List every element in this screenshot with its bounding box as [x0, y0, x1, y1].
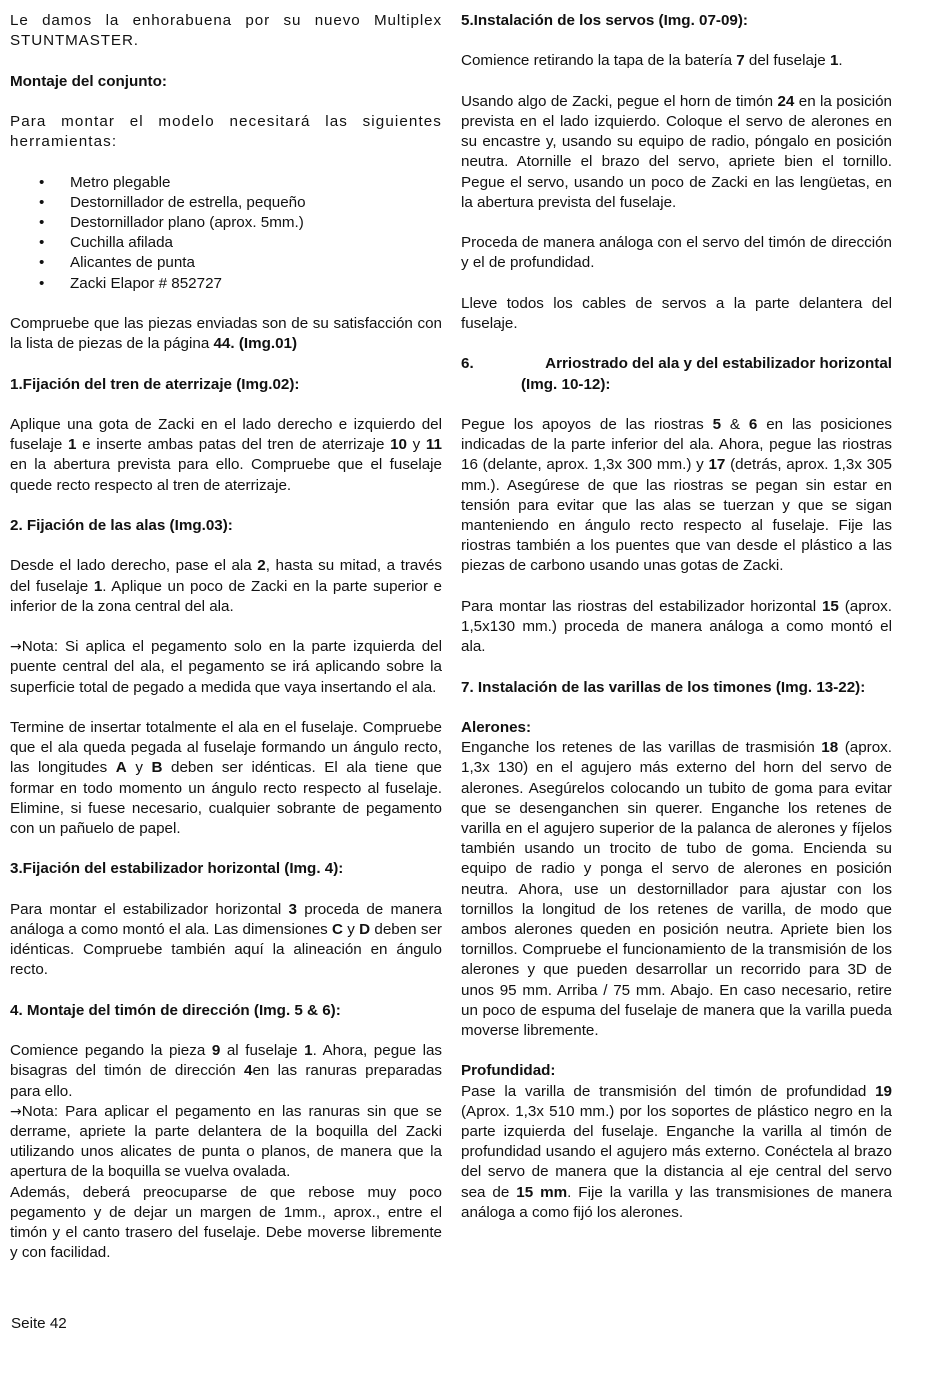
tool-item: • Destornillador plano (aprox. 5mm.): [10, 213, 442, 233]
tool-item: • Cuchilla afilada: [10, 233, 442, 253]
arrow-right-icon: →: [10, 639, 22, 656]
section-7-heading: 7. Instalación de las varillas de los timones (Img. 13-22):: [461, 678, 866, 696]
section-1-heading: 1.Fijación del tren de aterrizaje (Img.02):: [10, 375, 300, 393]
tool-item: • Alicantes de punta: [10, 253, 442, 273]
elevator-subheading: Profundidad:: [461, 1062, 556, 1080]
section-2-note: →Nota: Si aplica el pegamento solo en la parte izquierda del puente central del ala, el pegamento se irá aplicando sobre la superficie total de pegado a medida que vaya insertando el ala.: [10, 638, 442, 696]
arrow-right-icon: →: [10, 1103, 22, 1120]
elevator-text: Pase la varilla de transmisión del timón de profundidad 19 (Aprox. 1,3x 510 mm.) por los soportes de plástico negro en la parte izquierda del fuselaje. Enganche la varilla al timón de profundidad usando el agujero más externo. Conéctela al brazo del servo de manera que la distancia al eje central del servo sea de 15 mm. Fije la varilla y las transmisiones de manera análoga a como fijó los alerones.: [461, 1082, 892, 1221]
intro-paragraph: Le damos la enhorabuena por su nuevo Multiplex STUNTMASTER.: [10, 12, 442, 50]
section-2-text: Desde el lado derecho, pase el ala 2, hasta su mitad, a través del fuselaje 1. Aplique un poco de Zacki en la parte superior e inferior de la zona central del ala.: [10, 557, 442, 615]
right-column: [461, 11, 892, 1243]
section-6-text-2: Para montar las riostras del estabilizador horizontal 15 (aprox. 1,5x130 mm.) proceda de manera análoga a como montó el ala.: [461, 597, 892, 656]
section-5-text-1: Comience retirando la tapa de la batería 7 del fuselaje 1.: [461, 52, 843, 70]
section-4-extra: Además, deberá preocuparse de que rebose muy poco pegamento y de dejar un margen de 1mm., aprox., entre el timón y el canto trasero del fuselaje. Debe moverse libremente y con facilidad.: [10, 1183, 442, 1262]
section-2-heading: 2. Fijación de las alas (Img.03):: [10, 516, 233, 534]
tool-item: • Destornillador de estrella, pequeño: [10, 193, 442, 213]
section-1-text: Aplique una gota de Zacki en el lado derecho e izquierdo del fuselaje 1 e inserte ambas patas del tren de aterrizaje 10 y 11 en la abertura prevista para ello. Compruebe que el fuselaje quede recto respecto al tren de aterrizaje.: [10, 415, 442, 494]
section-5-text-3: Proceda de manera análoga con el servo del timón de dirección y el de profundidad.: [461, 234, 892, 272]
section-5-heading: 5.Instalación de los servos (Img. 07-09):: [461, 12, 748, 29]
section-4-heading: 4. Montaje del timón de dirección (Img. 5 & 6):: [10, 1001, 341, 1019]
tool-item: • Metro plegable: [10, 173, 442, 193]
assembly-heading: Montaje del conjunto:: [10, 72, 167, 90]
left-column: [10, 11, 442, 1263]
page-number: Seite 42: [11, 1315, 67, 1332]
ailerons-subheading: Alerones:: [461, 718, 532, 736]
section-5-text-2: Usando algo de Zacki, pegue el horn de timón 24 en la posición prevista en el lado izquierdo. Coloque el servo de alerones en su encastre y, usando su equipo de radio, póngalo en posición neutra. Atornille el brazo del servo, apriete bien el tornillo. Pegue el servo, usando un poco de Zacki en las lengüetas, en la abertura prevista del fuselaje.: [461, 92, 892, 211]
section-6-heading: 6. Arriostrado del ala y del estabilizador horizontal (Img. 10-12):: [461, 355, 892, 393]
tools-intro: Para montar el modelo necesitará las siguientes herramientas:: [10, 112, 442, 151]
section-2-text-2: Termine de insertar totalmente el ala en el fuselaje. Compruebe que el ala queda pegada al fuselaje formando un ángulo recto, las longitudes A y B deben ser idénticas. El ala tiene que formar en todo momento un ángulo recto respecto al fuselaje. Elimine, si fuese necesario, cualquier sobrante de pegamento con un pañuelo de papel.: [10, 718, 442, 837]
tool-item: • Zacki Elapor # 852727: [10, 274, 442, 294]
section-3-text: Para montar el estabilizador horizontal 3 proceda de manera análoga a como montó el ala. Las dimensiones C y D deben ser idénticas. Compruebe también aquí la alineación en ángulo recto.: [10, 900, 442, 979]
section-5-text-4: Lleve todos los cables de servos a la parte delantera del fuselaje.: [461, 294, 892, 332]
section-4-text: Comience pegando la pieza 9 al fuselaje 1. Ahora, pegue las bisagras del timón de dirección 4en las ranuras preparadas para ello.: [10, 1042, 443, 1100]
section-3-heading: 3.Fijación del estabilizador horizontal (Img. 4):: [10, 860, 344, 878]
tools-list: [10, 173, 442, 294]
section-6-text-1: Pegue los apoyos de las riostras 5 & 6 en las posiciones indicadas de la parte inferior del ala. Ahora, pegue las riostras 16 (delante, aprox. 1,3x 300 mm.) y 17 (detrás, aprox. 1,3x 305 mm.). Asegúrese de que las riostras se pegan sin estar en tensión para evitar que las alas se tuerzan y que se sigan manteniendo en ángulo recto respecto al fuselaje. Fije las riostras también a los puentes que van desde el plástico a las piezas de carbono usando unas gotas de Zacki.: [461, 415, 892, 575]
ailerons-text: Enganche los retenes de las varillas de trasmisión 18 (aprox. 1,3x 130) en el agujero más externo del horn del servo de alerones. Asegúrelos colocando un tubito de goma para evitar que se desenganchen sin querer. Enganche los retenes de varilla en el agujero superior de la palanca de alerones y fíjelos también usando un trocito de tubo de goma. Encienda su equipo de radio y ponga el servo de alerones en posición neutra. Ahora, use un destornillador para ajustar con los tornillos la longitud de los retenes de varilla, de modo que ambos alerones queden en posición neutra. Apriete bien los tornillos. Compruebe el funcionamiento de la transmisión de los alerones y que pueden desarrollar un recorrido para 3D de unos 95 mm. Arriba / 75 mm. Abajo. En caso necesario, retire un poco de espuma del fuselaje de manera que la varilla pueda moverse libremente.: [461, 739, 892, 1040]
check-parts-paragraph: Compruebe que las piezas enviadas son de su satisfacción con la lista de piezas de la página 44. (Img.01): [10, 314, 442, 353]
section-4-note: →Nota: Para aplicar el pegamento en las ranuras sin que se derrame, apriete la parte delantera de la boquilla del Zacki utilizando unos alicates de punta o planos, de manera que la apertura de la boquilla se vuelva ovalada.: [10, 1102, 442, 1181]
